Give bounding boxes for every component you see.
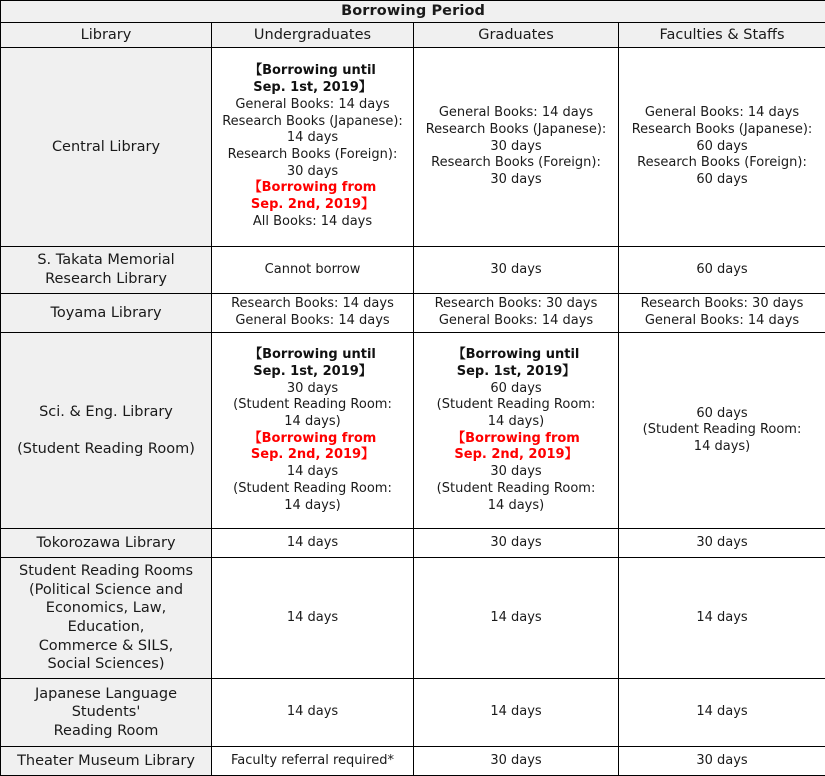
table-title-row	[1, 1, 825, 23]
library-name-cell	[1, 529, 212, 558]
borrowing-from-label-line1: 【Borrowing from	[216, 180, 409, 197]
graduates-cell	[414, 747, 619, 776]
detail-line: 14 days)	[216, 414, 409, 431]
detail-line: 60 days	[418, 381, 614, 398]
borrowing-from-label-line1: 【Borrowing from	[418, 431, 614, 448]
detail-line: 14 days	[623, 704, 821, 721]
library-name-line: Commerce & SILS,	[5, 637, 207, 656]
library-name: Theater Museum Library	[5, 752, 207, 771]
faculties-cell	[619, 247, 825, 294]
library-name: S. Takata Memorial	[5, 251, 207, 270]
detail-line: 30 days	[216, 381, 409, 398]
detail-line: Research Books: 14 days	[216, 296, 409, 313]
undergraduates-cell	[212, 48, 414, 247]
library-name-line: Students'	[5, 703, 207, 722]
library-name: Tokorozawa Library	[5, 534, 207, 553]
detail-line: Research Books (Japanese):	[623, 122, 821, 139]
detail-line: 14 days)	[216, 498, 409, 515]
library-name-cell	[1, 679, 212, 747]
detail-line: Research Books (Foreign):	[216, 147, 409, 164]
detail-line: 30 days	[623, 753, 821, 770]
borrowing-until-label-line2: Sep. 1st, 2019】	[216, 80, 409, 97]
detail-line: Research Books (Foreign):	[418, 155, 614, 172]
faculties-cell	[619, 529, 825, 558]
table-row	[1, 247, 825, 294]
detail-line: Research Books: 30 days	[418, 296, 614, 313]
graduates-cell	[414, 679, 619, 747]
library-name: Central Library	[5, 138, 207, 157]
undergraduates-cell	[212, 294, 414, 333]
column-header-library: Library	[1, 23, 212, 48]
table-body	[1, 48, 825, 776]
undergraduates-cell	[212, 333, 414, 529]
library-name-sub: (Student Reading Room)	[5, 440, 207, 459]
detail-line: Cannot borrow	[216, 262, 409, 279]
detail-line: 14 days	[216, 610, 409, 627]
undergraduates-cell	[212, 558, 414, 679]
library-name-line: Reading Room	[5, 722, 207, 741]
detail-line: All Books: 14 days	[216, 214, 409, 231]
detail-line: 14 days)	[623, 439, 821, 456]
detail-line: General Books: 14 days	[418, 313, 614, 330]
detail-line: Research Books (Foreign):	[623, 155, 821, 172]
undergraduates-cell	[212, 747, 414, 776]
detail-line: 14 days	[418, 610, 614, 627]
undergraduates-cell	[212, 247, 414, 294]
borrowing-from-label-line2: Sep. 2nd, 2019】	[418, 447, 614, 464]
library-name-cell	[1, 747, 212, 776]
detail-line: 14 days	[216, 464, 409, 481]
library-name-cell	[1, 247, 212, 294]
column-header-faculties-staffs: Faculties & Staffs	[619, 23, 825, 48]
detail-line: (Student Reading Room:	[418, 481, 614, 498]
detail-line: 60 days	[623, 406, 821, 423]
library-name: Sci. & Eng. Library	[5, 403, 207, 422]
spacer	[5, 422, 207, 440]
detail-line: (Student Reading Room:	[623, 422, 821, 439]
borrowing-from-label-line1: 【Borrowing from	[216, 431, 409, 448]
graduates-cell	[414, 529, 619, 558]
detail-line: 30 days	[418, 262, 614, 279]
detail-line: (Student Reading Room:	[216, 481, 409, 498]
detail-line: 14 days	[216, 130, 409, 147]
detail-line: Research Books (Japanese):	[216, 114, 409, 131]
detail-line: 14 days	[418, 704, 614, 721]
detail-line: General Books: 14 days	[418, 105, 614, 122]
borrowing-until-label-line2: Sep. 1st, 2019】	[216, 364, 409, 381]
library-name-line: (Political Science and	[5, 581, 207, 600]
detail-line: (Student Reading Room:	[418, 397, 614, 414]
library-name-cell	[1, 558, 212, 679]
detail-line: 30 days	[418, 464, 614, 481]
detail-line: 30 days	[216, 164, 409, 181]
faculties-cell	[619, 294, 825, 333]
detail-line: Research Books (Japanese):	[418, 122, 614, 139]
detail-line: General Books: 14 days	[216, 313, 409, 330]
faculties-cell	[619, 333, 825, 529]
detail-line: General Books: 14 days	[623, 105, 821, 122]
detail-line: 14 days)	[418, 414, 614, 431]
table-row	[1, 558, 825, 679]
borrowing-from-label-line2: Sep. 2nd, 2019】	[216, 197, 409, 214]
detail-line: Research Books: 30 days	[623, 296, 821, 313]
library-name-sub: Research Library	[5, 270, 207, 289]
detail-line: 30 days	[623, 535, 821, 552]
table-title: Borrowing Period	[1, 1, 825, 23]
library-name-line: Student Reading Rooms	[5, 562, 207, 581]
table-row	[1, 747, 825, 776]
detail-line: Faculty referral required*	[216, 753, 409, 770]
detail-line: 60 days	[623, 262, 821, 279]
table-column-header-row	[1, 23, 825, 48]
detail-line: 30 days	[418, 535, 614, 552]
borrowing-until-label-line1: 【Borrowing until	[418, 347, 614, 364]
detail-line: 14 days)	[418, 498, 614, 515]
library-name-line: Social Sciences)	[5, 655, 207, 674]
detail-line: 30 days	[418, 139, 614, 156]
borrowing-until-label-line1: 【Borrowing until	[216, 347, 409, 364]
detail-line: 30 days	[418, 172, 614, 189]
library-name-cell	[1, 333, 212, 529]
graduates-cell	[414, 48, 619, 247]
library-name-cell	[1, 48, 212, 247]
table-row	[1, 294, 825, 333]
detail-line: 60 days	[623, 172, 821, 189]
table-row	[1, 529, 825, 558]
faculties-cell	[619, 679, 825, 747]
library-name: Toyama Library	[5, 304, 207, 323]
detail-line: 60 days	[623, 139, 821, 156]
library-name-cell	[1, 294, 212, 333]
detail-line: 14 days	[216, 535, 409, 552]
column-header-undergraduates: Undergraduates	[212, 23, 414, 48]
detail-line: General Books: 14 days	[623, 313, 821, 330]
faculties-cell	[619, 48, 825, 247]
detail-line: General Books: 14 days	[216, 97, 409, 114]
detail-line: (Student Reading Room:	[216, 397, 409, 414]
borrowing-until-label-line1: 【Borrowing until	[216, 63, 409, 80]
undergraduates-cell	[212, 679, 414, 747]
table-row	[1, 48, 825, 247]
detail-line: 14 days	[216, 704, 409, 721]
borrowing-until-label-line2: Sep. 1st, 2019】	[418, 364, 614, 381]
graduates-cell	[414, 558, 619, 679]
graduates-cell	[414, 247, 619, 294]
table-row	[1, 679, 825, 747]
table-row	[1, 333, 825, 529]
library-name-line: Japanese Language	[5, 685, 207, 704]
library-name-line: Economics, Law,	[5, 599, 207, 618]
graduates-cell	[414, 333, 619, 529]
undergraduates-cell	[212, 529, 414, 558]
detail-line: 14 days	[623, 610, 821, 627]
graduates-cell	[414, 294, 619, 333]
faculties-cell	[619, 747, 825, 776]
borrowing-from-label-line2: Sep. 2nd, 2019】	[216, 447, 409, 464]
faculties-cell	[619, 558, 825, 679]
column-header-graduates: Graduates	[414, 23, 619, 48]
library-name-line: Education,	[5, 618, 207, 637]
detail-line: 30 days	[418, 753, 614, 770]
